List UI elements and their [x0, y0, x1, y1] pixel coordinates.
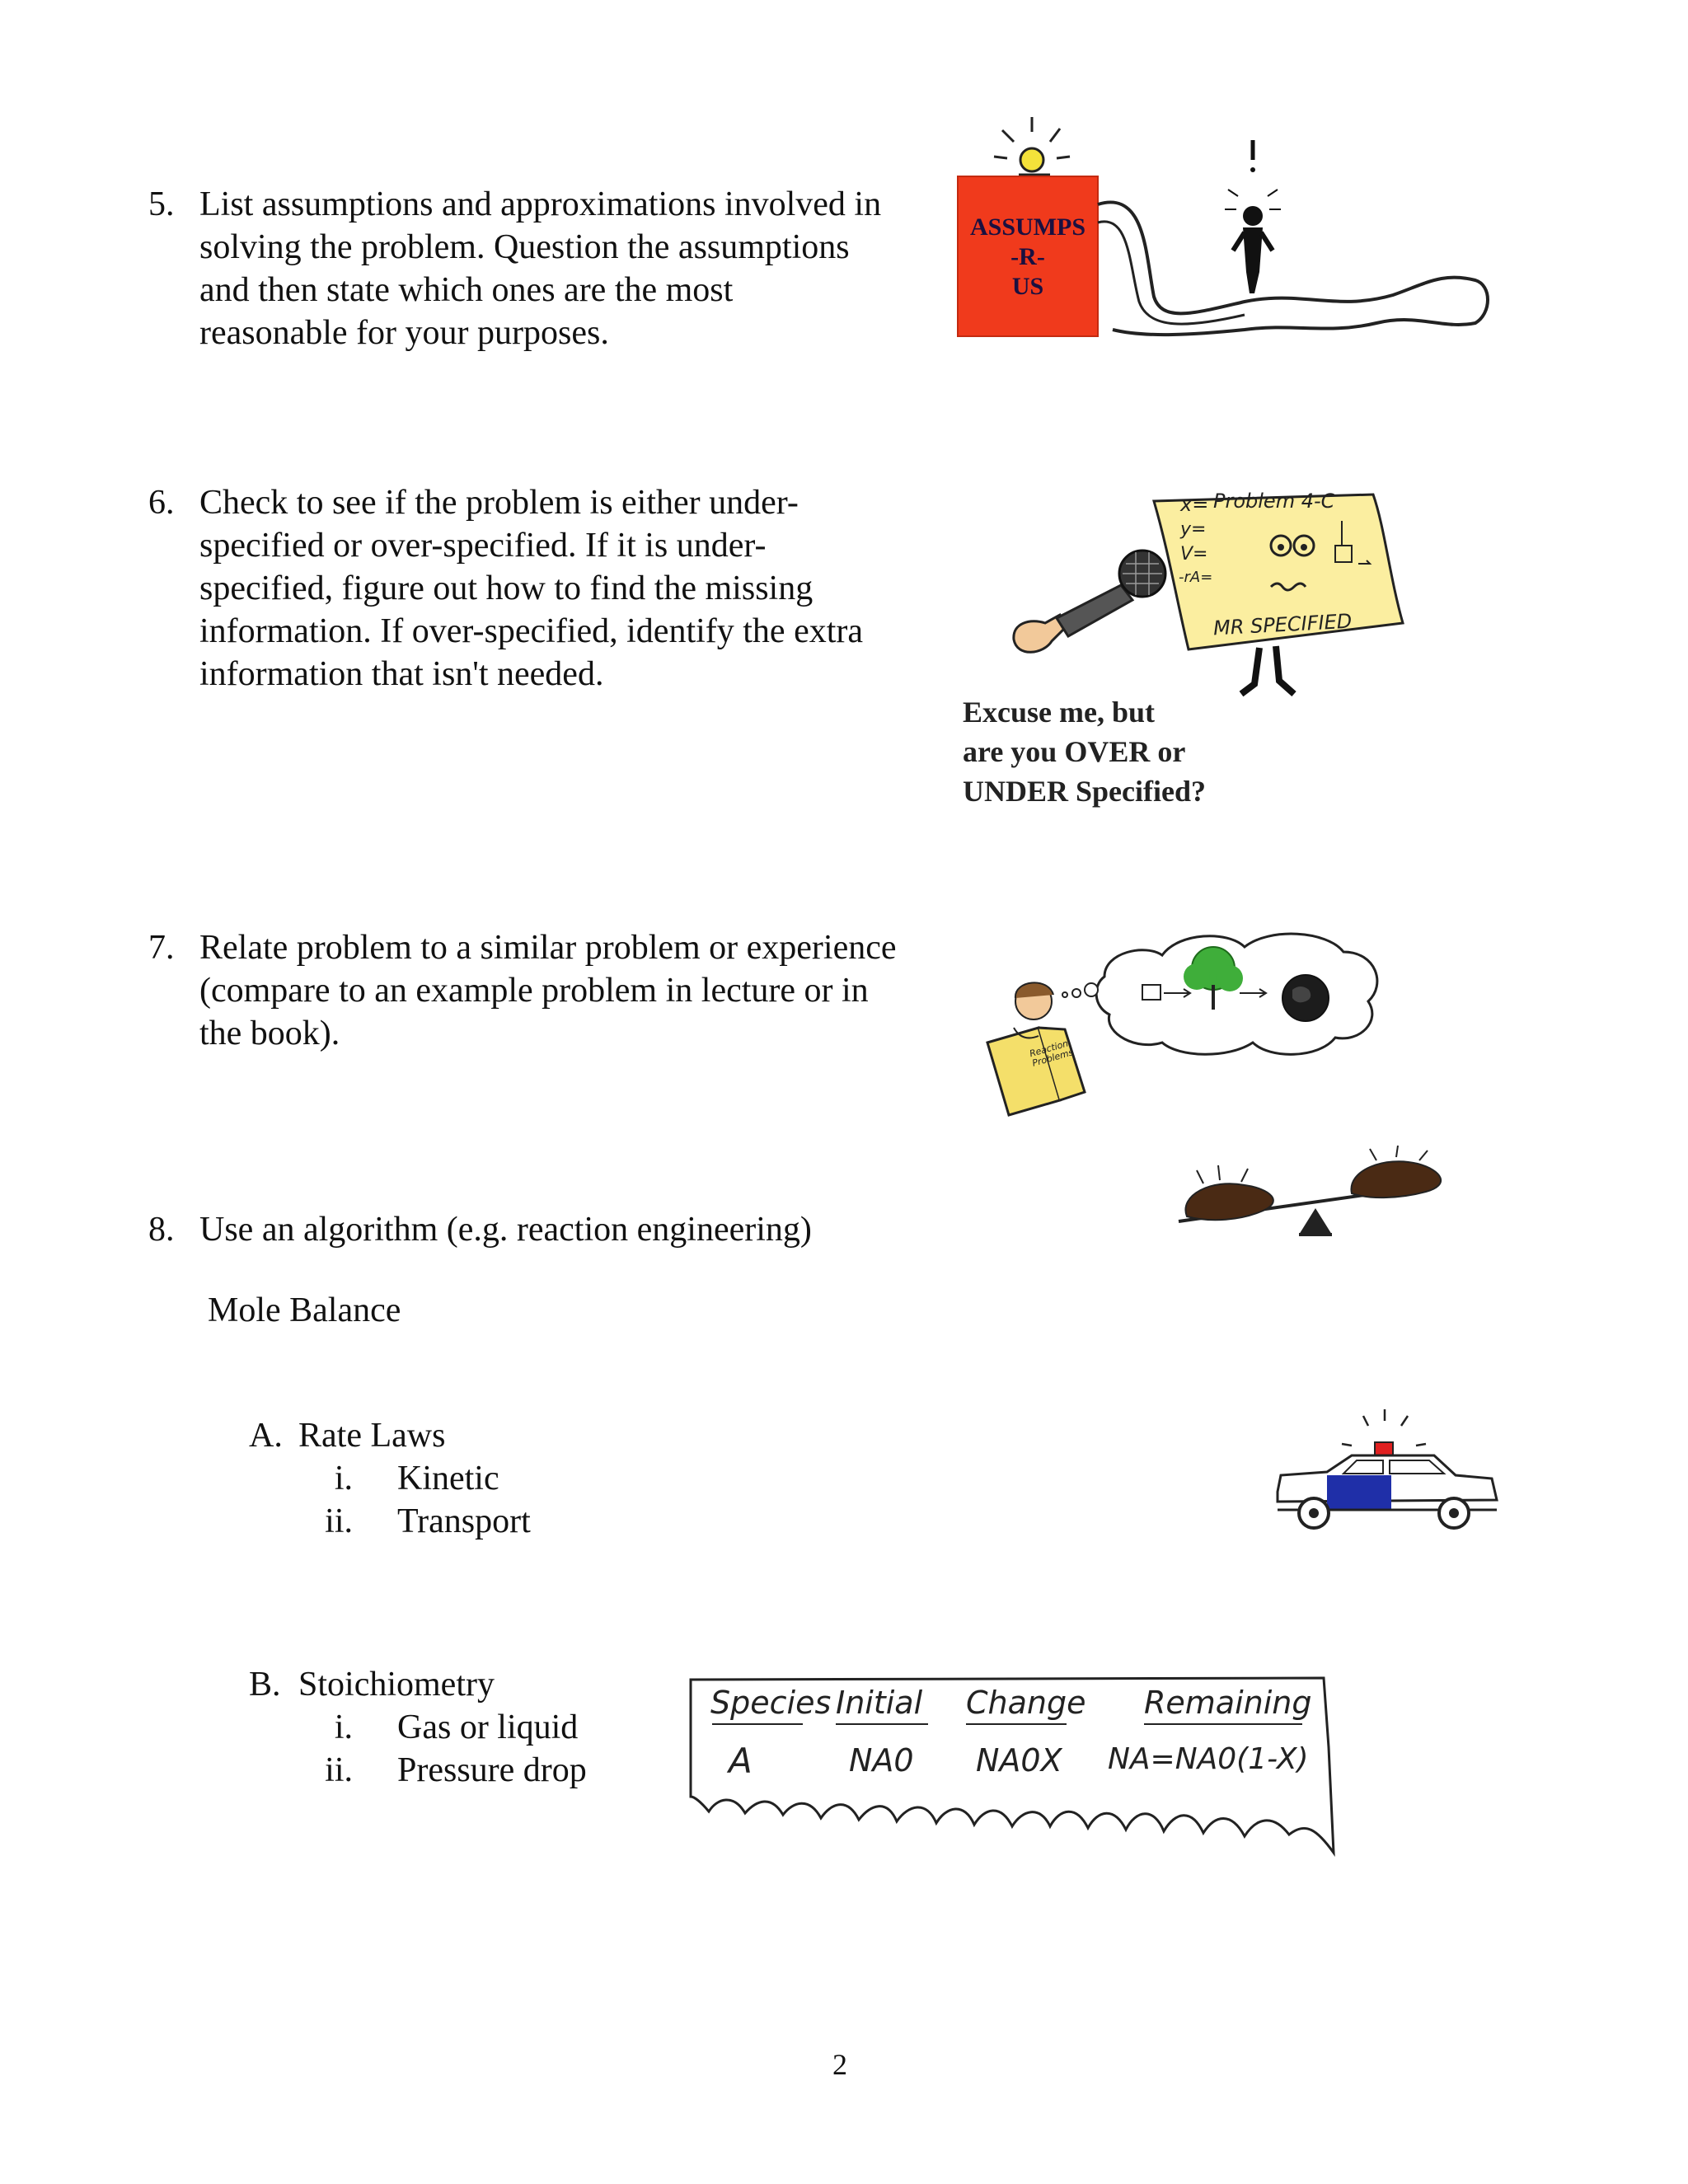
assumps-line-1: ASSUMPS: [969, 213, 1086, 241]
sign-y-label: y=: [1180, 519, 1207, 540]
item-8-number: 8.: [148, 1211, 175, 1249]
item-7-line: Relate problem to a similar problem or experience: [199, 929, 897, 967]
item-5-line: solving the problem. Question the assumptions: [199, 228, 850, 266]
page-number: 2: [832, 2048, 847, 2081]
item-5-text: [199, 183, 881, 354]
stoich-cell-initial: NA0: [849, 1742, 914, 1779]
stoichiometry-title: Stoichiometry: [298, 1666, 495, 1704]
excuse-line: Excuse me, but: [963, 696, 1155, 729]
sign-name: MR SPECIFIED: [1212, 609, 1353, 640]
rate-laws-title: Rate Laws: [298, 1417, 446, 1455]
stoich-cell-species: A: [729, 1741, 753, 1781]
assumps-line-2: -R-: [1010, 243, 1045, 270]
item-6-line: specified or over-specified. If it is under-: [199, 527, 767, 565]
item-8-text: [199, 1208, 812, 1251]
stoich-cell-change: NA0X: [976, 1742, 1062, 1779]
stoich-header-species: Species: [710, 1685, 832, 1721]
stoich-table-illustration: [687, 1673, 1339, 1863]
stoichiometry-subitem: Gas or liquid: [397, 1708, 579, 1746]
assumps-sign-text: [958, 213, 1098, 302]
stoichiometry-letter: B.: [249, 1666, 281, 1704]
stoich-cell-remaining: NA=NA0(1-X): [1108, 1742, 1309, 1776]
thinking-illustration: [981, 919, 1393, 1117]
thinking-person-icon: [981, 919, 1393, 1117]
item-7-text: [199, 926, 897, 1055]
stoich-header-change: Change: [966, 1685, 1086, 1721]
book-label: Reaction Problems: [1028, 1038, 1075, 1069]
item-8-line: Use an algorithm (e.g. reaction engineering): [199, 1211, 812, 1249]
mr-specified-illustration: [997, 478, 1418, 725]
sign-v-label: V=: [1180, 544, 1208, 565]
seesaw-illustration: [1162, 1146, 1459, 1244]
sign-x-label: x=: [1180, 493, 1209, 516]
stoich-header-initial: Initial: [836, 1685, 923, 1721]
seesaw-balance-icon: [1162, 1146, 1459, 1244]
sign-ra-label: -rA=: [1179, 569, 1213, 586]
item-5-line: and then state which ones are the most: [199, 271, 734, 309]
stoichiometry-roman: i.: [334, 1708, 353, 1746]
item-5-number: 5.: [148, 185, 175, 223]
stoich-header-remaining: Remaining: [1144, 1685, 1312, 1721]
item-6-line: Check to see if the problem is either under-: [199, 484, 799, 522]
excuse-line: UNDER Specified?: [963, 775, 1206, 808]
rate-laws-subitem: Kinetic: [397, 1460, 499, 1497]
assumps-illustration: [948, 107, 1508, 346]
item-6-line: information that isn't needed.: [199, 655, 604, 693]
assumps-line-3: US: [1011, 273, 1044, 300]
item-7-number: 7.: [148, 929, 175, 967]
item-6-line: specified, figure out how to find the missing: [199, 569, 814, 607]
excuse-caption: [963, 692, 1206, 811]
rate-laws-roman: ii.: [325, 1502, 353, 1540]
rate-laws-roman: i.: [334, 1460, 353, 1497]
rate-laws-subitem: Transport: [397, 1502, 531, 1540]
item-5-line: List assumptions and approximations involved in: [199, 185, 882, 223]
sign-title: Problem 4-C: [1213, 490, 1335, 513]
item-6-number: 6.: [148, 484, 175, 522]
police-car-illustration: [1261, 1409, 1508, 1549]
mole-balance: Mole Balance: [208, 1291, 401, 1329]
stoichiometry-roman: ii.: [325, 1751, 353, 1789]
stoichiometry-subitem: Pressure drop: [397, 1751, 587, 1789]
item-7-line: the book).: [199, 1015, 340, 1052]
item-7-line: (compare to an example problem in lecture or in: [199, 972, 869, 1010]
item-5-line: reasonable for your purposes.: [199, 314, 609, 352]
item-6-text: [199, 481, 863, 696]
excuse-line: are you OVER or: [963, 735, 1186, 768]
item-6-line: information. If over-specified, identify the extra: [199, 612, 864, 650]
rate-laws-letter: A.: [249, 1417, 283, 1455]
police-car-icon: [1261, 1409, 1508, 1549]
